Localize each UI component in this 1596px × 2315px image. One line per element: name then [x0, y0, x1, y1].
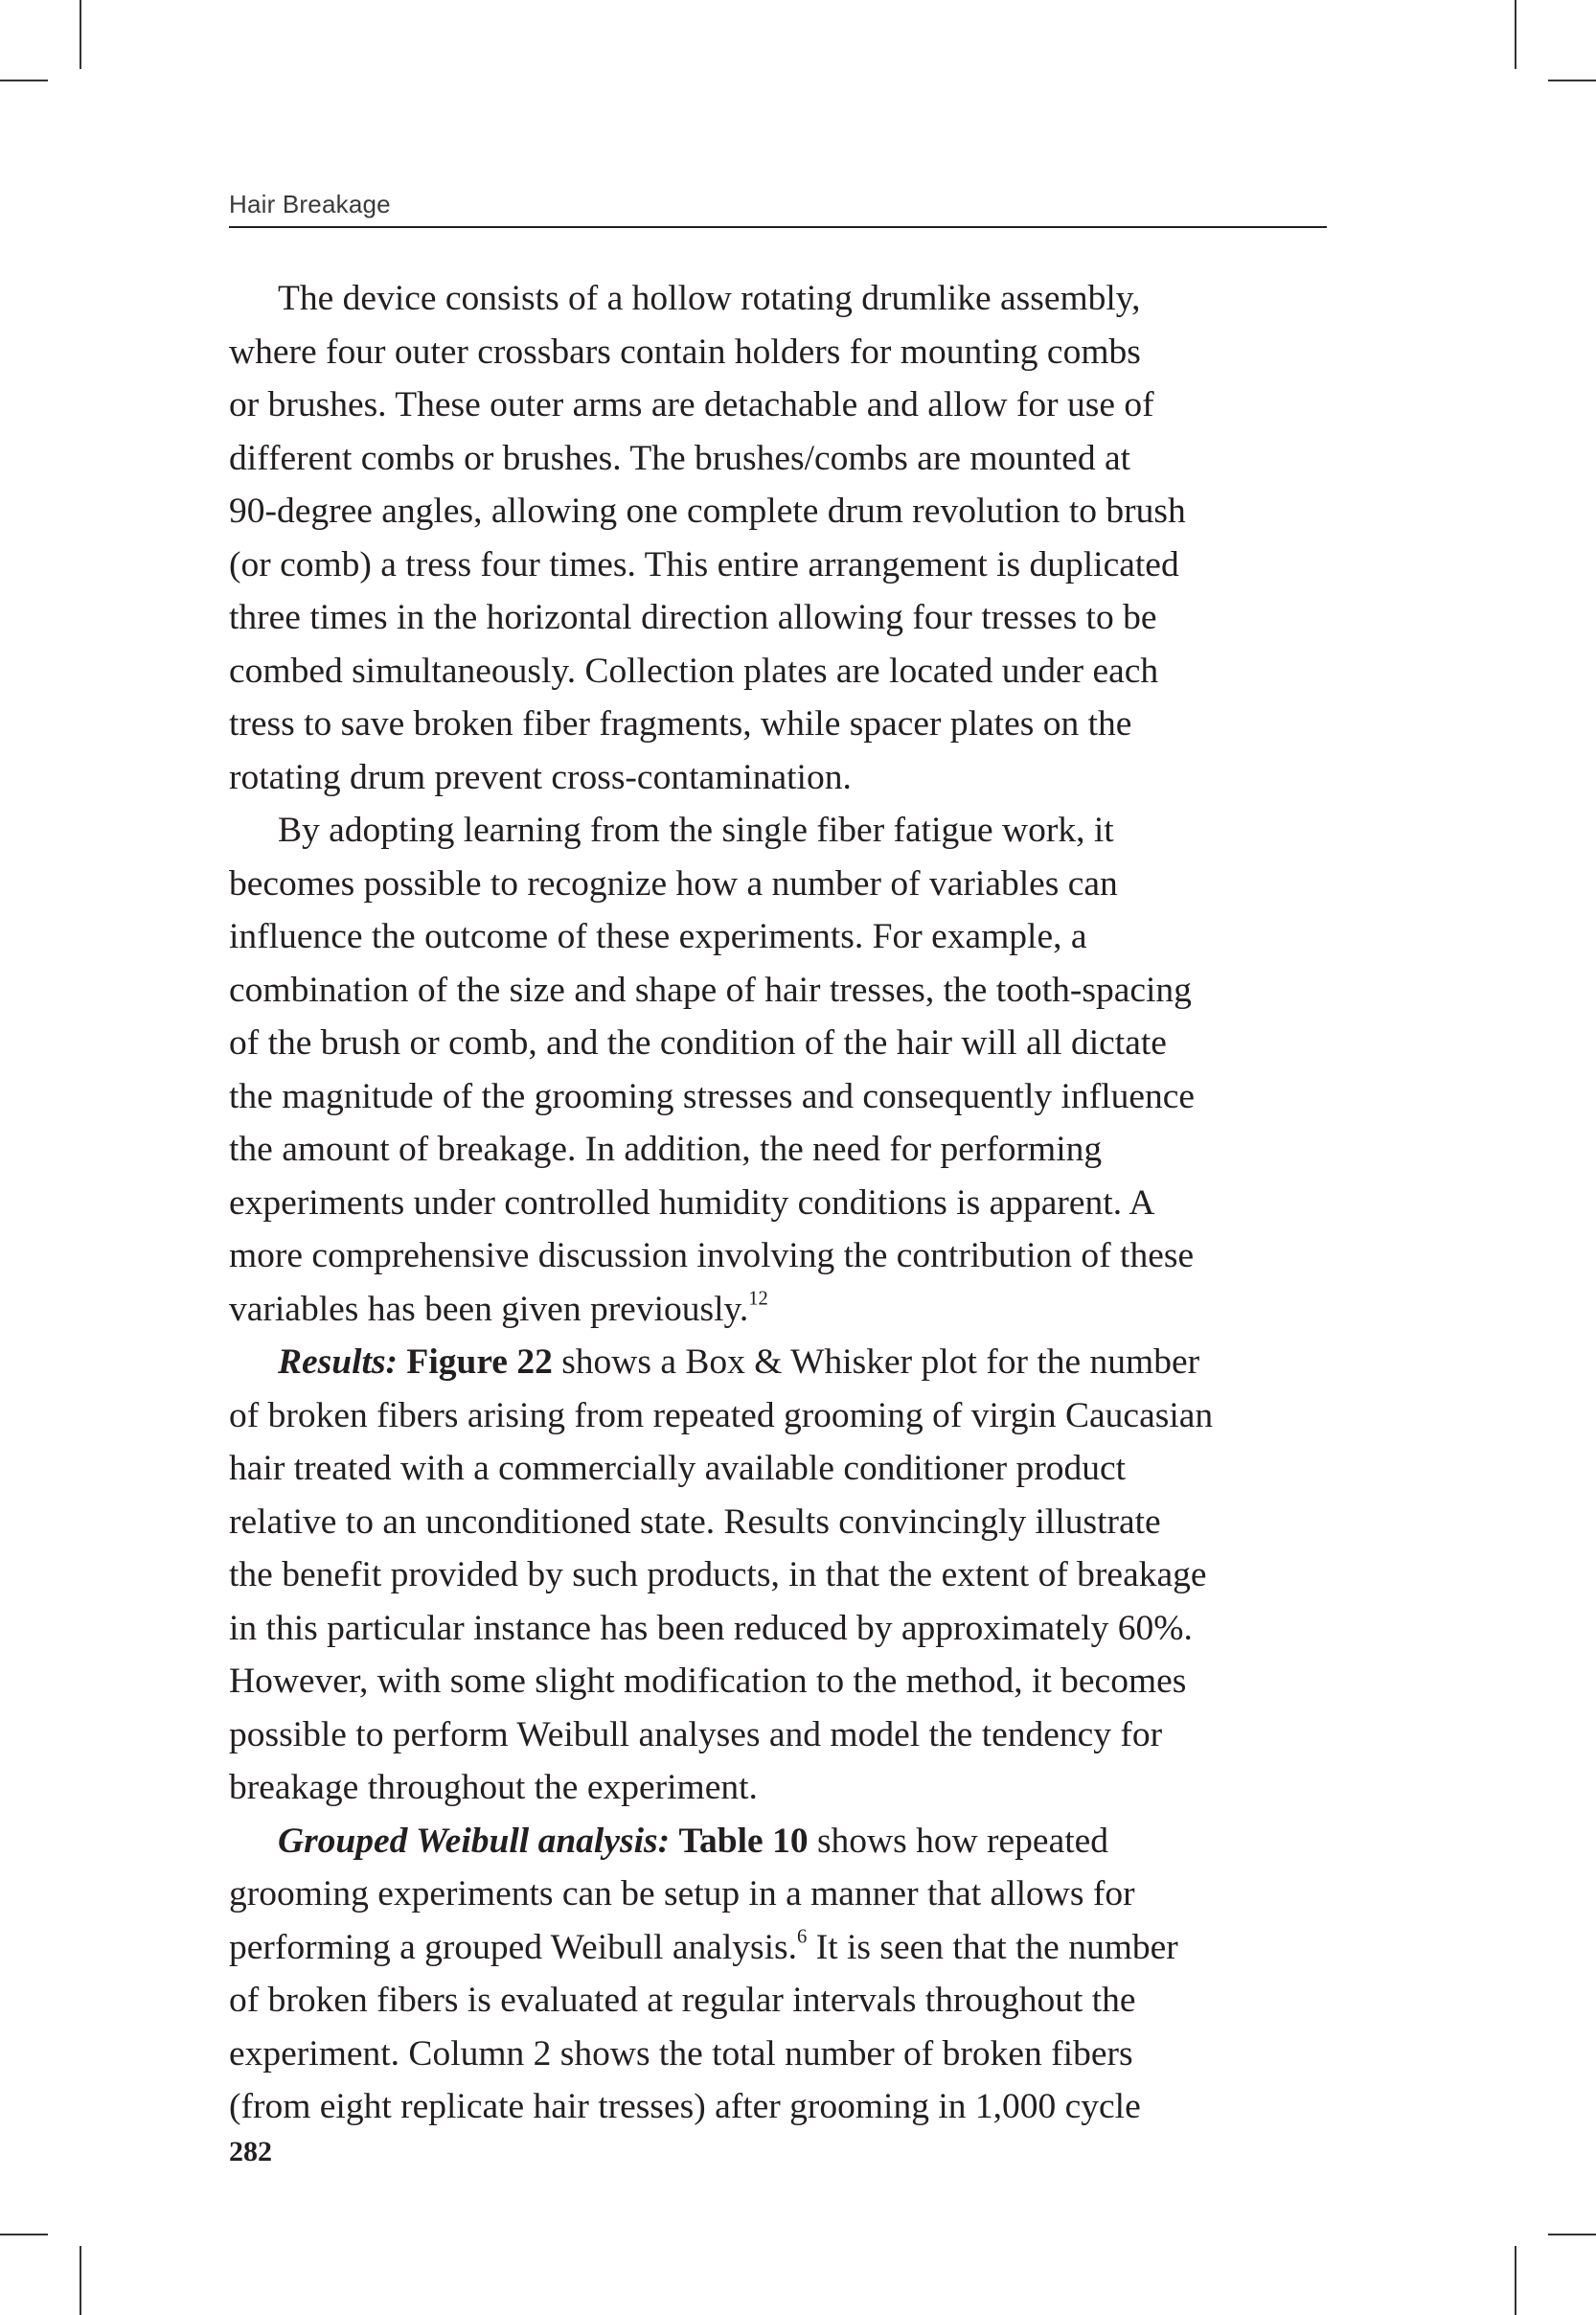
line-text: tress to save broken fiber fragments, while spacer plates on the: [229, 704, 1132, 744]
text-line: [229, 1070, 1321, 1124]
text-line: [229, 1708, 1321, 1762]
line-text: more comprehensive discussion involving the contribution of these: [229, 1236, 1195, 1275]
line-text: However, with some slight modification to the method, it becomes: [229, 1662, 1187, 1701]
line-text: grooming experiments can be setup in a manner that allows for: [229, 1874, 1135, 1914]
crop-mark-bottom-right-h: [1548, 2234, 1596, 2235]
text-line: [229, 1868, 1321, 1921]
crop-mark-top-right: [1515, 0, 1516, 69]
text-line: [229, 645, 1321, 699]
run-in-heading: Results:: [278, 1342, 399, 1382]
crop-mark-bottom-left-h: [0, 2234, 48, 2235]
line-text: experiments under controlled humidity conditions is apparent. A: [229, 1182, 1155, 1223]
line-text: combination of the size and shape of hair tresses, the tooth-spacing: [229, 970, 1192, 1010]
text-line: [229, 1442, 1321, 1496]
line-text: (from eight replicate hair tresses) after grooming in 1,000 cycle: [229, 2087, 1141, 2126]
line-text: of broken fibers arising from repeated grooming of virgin Caucasian: [229, 1395, 1214, 1435]
line-text: It is seen that the number: [807, 1927, 1178, 1967]
running-head: Hair Breakage: [229, 190, 391, 218]
crop-mark-top-left-h: [0, 80, 48, 81]
text-line: [229, 1548, 1321, 1602]
line-text: variables has been given previously.: [229, 1289, 749, 1329]
text-line: [229, 1815, 1321, 1868]
line-text: of broken fibers is evaluated at regular intervals throughout the: [229, 1981, 1136, 2020]
line-text: 90-degree angles, allowing one complete drum revolution to brush: [229, 492, 1186, 531]
text-line: [229, 1123, 1321, 1177]
line-text: influence the outcome of these experiments. For example, a: [229, 917, 1087, 956]
crop-mark-top-right-h: [1548, 80, 1596, 81]
text-line: [229, 272, 1321, 326]
line-text: the amount of breakage. In addition, the need for performing: [229, 1130, 1103, 1169]
text-line: [229, 485, 1321, 539]
line-text: three times in the horizontal direction allowing four tresses to be: [229, 598, 1157, 637]
text-line: [229, 2080, 1321, 2134]
text-line: [229, 1283, 1321, 1337]
text-line: [229, 1336, 1321, 1389]
text-line: [229, 1389, 1321, 1443]
line-text: the benefit provided by such products, in that the extent of breakage: [229, 1555, 1207, 1594]
line-text: or brushes. These outer arms are detachable and allow for use of: [229, 385, 1154, 424]
line-text: possible to perform Weibull analyses and model the tendency for: [229, 1714, 1163, 1754]
bold-reference: Table 10: [678, 1821, 809, 1861]
text-line: [229, 751, 1321, 805]
line-text: shows a Box & Whisker plot for the number: [552, 1342, 1200, 1382]
line-text: By adopting learning from the single fiber fatigue work, it: [278, 811, 1114, 850]
line-text: performing a grouped Weibull analysis.: [229, 1927, 798, 1967]
text-line: [229, 539, 1321, 592]
text-line: [229, 1602, 1321, 1656]
line-text: (or comb) a tress four times. This entire arrangement is duplicated: [229, 544, 1179, 584]
line-text: breakage throughout the experiment.: [229, 1768, 758, 1807]
citation-superscript: 6: [797, 1926, 808, 1947]
line-text: where four outer crossbars contain holders for mounting combs: [229, 332, 1141, 372]
text-line: [229, 1229, 1321, 1283]
text-line: [229, 804, 1321, 858]
line-text: of the brush or comb, and the condition of the hair will all dictate: [229, 1023, 1167, 1063]
line-text: different combs or brushes. The brushes/combs are mounted at: [229, 438, 1131, 478]
text-line: [229, 910, 1321, 964]
text-line: [229, 1974, 1321, 2028]
text-line: [229, 858, 1321, 911]
text-line: [229, 432, 1321, 486]
citation-superscript: 12: [748, 1288, 768, 1309]
paragraph: [229, 272, 1321, 804]
line-text: experiment. Column 2 shows the total number of broken fibers: [229, 2033, 1133, 2074]
line-text: becomes possible to recognize how a number of variables can: [229, 863, 1118, 904]
line-text: relative to an unconditioned state. Results convincingly illustrate: [229, 1501, 1161, 1542]
text-line: [229, 2028, 1321, 2081]
bold-reference: Figure 22: [406, 1342, 553, 1382]
line-text: shows how repeated: [808, 1821, 1109, 1861]
paragraph: [229, 1815, 1321, 2134]
text-line: [229, 1496, 1321, 1549]
text-line: [229, 1655, 1321, 1708]
text-line: [229, 1761, 1321, 1815]
body-text: [229, 272, 1321, 2134]
text-line: [229, 1177, 1321, 1230]
paragraph: [229, 1336, 1321, 1815]
text-line: [229, 964, 1321, 1018]
text-line: [229, 591, 1321, 645]
page-number: 282: [229, 2136, 272, 2167]
crop-mark-bottom-left: [80, 2246, 81, 2315]
header-rule: [229, 226, 1327, 228]
line-text: the magnitude of the grooming stresses and consequently influence: [229, 1076, 1196, 1116]
text-line: [229, 326, 1321, 379]
line-text: The device consists of a hollow rotating drumlike assembly,: [278, 279, 1141, 318]
crop-mark-top-left: [80, 0, 81, 69]
line-text: hair treated with a commercially available conditioner product: [229, 1449, 1127, 1488]
text-line: [229, 698, 1321, 751]
text-line: [229, 1017, 1321, 1070]
text-line: [229, 1921, 1321, 1975]
paragraph: [229, 804, 1321, 1336]
run-in-heading: Grouped Weibull analysis:: [278, 1821, 671, 1861]
crop-mark-bottom-right: [1515, 2246, 1516, 2315]
text-line: [229, 378, 1321, 432]
line-text: combed simultaneously. Collection plates are located under each: [229, 651, 1159, 691]
line-text: in this particular instance has been reduced by approximately 60%.: [229, 1608, 1193, 1648]
line-text: rotating drum prevent cross-contamination.: [229, 757, 852, 797]
